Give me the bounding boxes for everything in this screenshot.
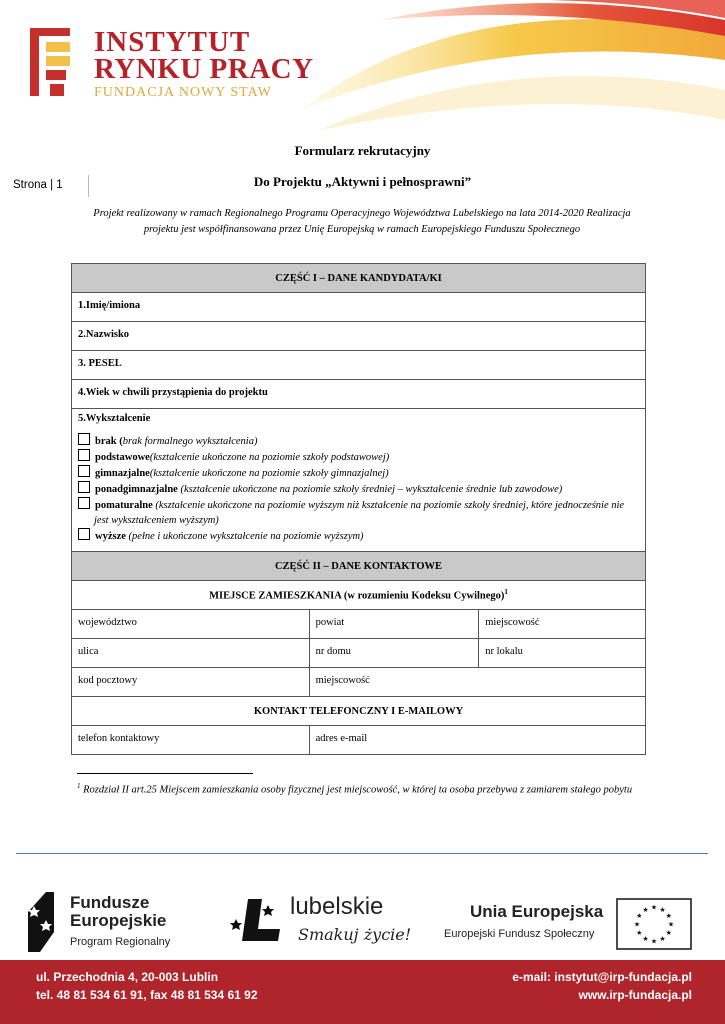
lubelskie-name: lubelskie (290, 893, 384, 920)
email-field[interactable]: adres e-mail (309, 726, 645, 755)
house-number-field[interactable]: nr domu (309, 639, 479, 668)
footer-divider (16, 853, 708, 854)
recruitment-form (71, 263, 646, 755)
first-name-field[interactable]: 1.Imię/imiona (72, 293, 646, 322)
checkbox-gimnazjalne[interactable] (78, 465, 90, 477)
checkbox-pomaturalne[interactable] (78, 497, 90, 509)
unia-europejska-logo (440, 898, 710, 954)
postal-code-field[interactable]: kod pocztowy (72, 668, 310, 697)
org-logo (26, 24, 314, 104)
eu-star-icon: ★ (650, 937, 658, 946)
part2-header: CZĘŚĆ II – DANE KONTAKTOWE (72, 552, 646, 581)
education-label: 5.Wykształcenie (78, 413, 151, 424)
page-subtitle: Do Projektu „Aktywni i pełnosprawni” (253, 174, 472, 189)
eu-title: Unia Europejska (470, 902, 604, 921)
residence-header: MIEJSCE ZAMIESZKANIA (w rozumieniu Kodeksu Cywilnego)$^1$ (72, 581, 646, 610)
education-option: podstawowe(kształcenie ukończone na poziomie szkoły podstawowej) (78, 449, 639, 465)
eu-star-icon: ★ (636, 929, 643, 937)
post-town-field[interactable]: miejscowość (309, 668, 645, 697)
page-number: Strona | 1 (13, 179, 63, 191)
apartment-number-field[interactable]: nr lokalu (479, 639, 646, 668)
checkbox-ponadgimnazjalne[interactable] (78, 481, 90, 493)
lubelskie-slogan: Smakuj życie! (298, 925, 412, 944)
footnote: $^1$ Rozdział II art.25 Miejscem zamieszkania osoby fizycznej jest miejscowość, w której ta osoba przebywa z zamiarem stałego pobytu (77, 782, 633, 796)
town-field[interactable]: miejscowość (479, 610, 646, 639)
eu-star-icon: ★ (665, 929, 672, 937)
footer-website[interactable]: www.irp-fundacja.pl (578, 988, 692, 1002)
phone-field[interactable]: telefon kontaktowy (72, 726, 310, 755)
education-option: wyższe (pełne i ukończone wykształcenie na poziomie wyższym) (78, 528, 639, 544)
education-option: gimnazjalne(kształcenie ukończone na poziomie szkoły gimnazjalnej) (78, 465, 639, 481)
org-logo-icon (26, 26, 86, 102)
page-title: Formularz rekrutacyjny (294, 143, 431, 158)
footer-email[interactable]: e-mail: instytut@irp-fundacja.pl (512, 970, 692, 984)
eu-star-icon: ★ (667, 920, 675, 929)
footer-address: ul. Przechodnia 4, 20-003 Lublin (36, 970, 219, 984)
lubelskie-logo (228, 893, 412, 953)
last-name-field[interactable]: 2.Nazwisko (72, 322, 646, 351)
eu-star-icon: ★ (665, 912, 672, 920)
checkbox-podstawowe[interactable] (78, 449, 90, 461)
pesel-field[interactable]: 3. PESEL (72, 351, 646, 380)
eu-star-icon: ★ (633, 920, 641, 929)
checkbox-brak[interactable] (78, 433, 90, 445)
fe-star-icon (20, 888, 62, 952)
education-section (72, 409, 646, 552)
org-name-line1: INSTYTUT (94, 26, 251, 58)
county-field[interactable]: powiat (309, 610, 479, 639)
street-field[interactable]: ulica (72, 639, 310, 668)
eu-star-icon: ★ (659, 935, 666, 944)
project-intro: Projekt realizowany w ramach Regionalnego Programu Operacyjnego Województwa Lubelskiego na lata 2014-2020 Realizacja projektu jest współfinansowana przez Unię Europejską w ramach Europejskiego Funduszu Społecznego (93, 208, 631, 235)
part1-header: CZĘŚĆ I – DANE KANDYDATA/KI (72, 264, 646, 293)
eu-subtitle: Europejski Fundusz Społeczny (444, 928, 595, 940)
eu-star-icon: ★ (636, 912, 643, 920)
age-field[interactable]: 4.Wiek w chwili przystąpienia do projektu (72, 380, 646, 409)
eu-star-icon: ★ (650, 903, 658, 912)
footer-bar (0, 960, 725, 1024)
contact-header: KONTAKT TELEFONCZNY I E-MAILOWY (72, 697, 646, 726)
eu-flag-icon (616, 898, 692, 950)
org-name-line2: RYNKU PRACY (94, 53, 314, 85)
checkbox-wyzsze[interactable] (78, 528, 90, 540)
voivodeship-field[interactable]: województwo (72, 610, 310, 639)
fundusze-europejskie-logo (20, 888, 190, 952)
fe-title: Fundusze Europejskie (70, 893, 167, 930)
eu-star-icon: ★ (642, 935, 649, 944)
footnote-ref: 1 (504, 588, 508, 597)
org-name-line3: FUNDACJA NOWY STAW (94, 85, 272, 100)
footnote-divider (77, 773, 253, 774)
education-option: ponadgimnazjalne (kształcenie ukończone na poziomie szkoły średniej – wykształcenie średnie lub zawodowe) (78, 481, 639, 497)
footer-phone: tel. 48 81 534 61 91, fax 48 81 534 61 92 (36, 988, 258, 1002)
eu-star-icon: ★ (642, 905, 649, 914)
fe-subtitle: Program Regionalny (70, 936, 171, 948)
education-option: brak (brak formalnego wykształcenia) (78, 433, 639, 449)
lubelskie-l-icon (228, 895, 288, 945)
eu-star-icon: ★ (659, 905, 666, 914)
education-option: pomaturalne (kształcenie ukończone na poziomie wyższym niż kształcenie na poziomie szkoły średniej, które jednocześnie nie jest wykształceniem wyższym) (78, 497, 639, 528)
